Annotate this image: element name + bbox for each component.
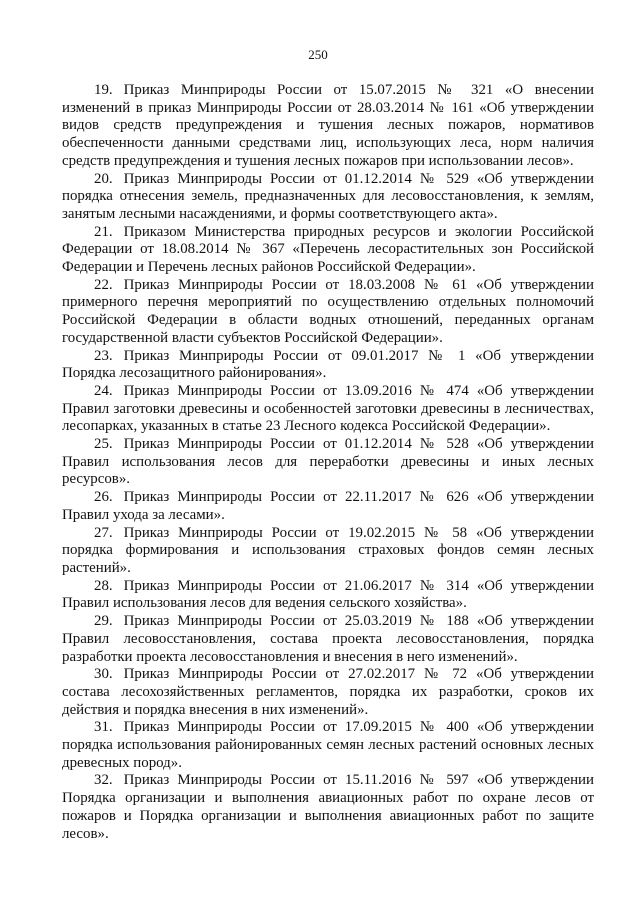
list-item [62, 666, 594, 719]
item-number: 29. [94, 613, 113, 630]
list-item [62, 277, 594, 348]
item-number: 23. [94, 347, 113, 364]
item-text: Приказ Минприроды России от 19.02.2015 № 58 «Об утверждении порядка формирования и использования страховых фондов семян лесных растений». [62, 524, 594, 576]
item-number: 21. [94, 223, 113, 240]
item-number: 24. [94, 382, 113, 399]
item-number: 19. [94, 82, 113, 98]
item-number: 27. [94, 524, 113, 541]
list-item [62, 383, 594, 436]
list-item [62, 525, 594, 578]
list-item [62, 82, 594, 171]
item-text: Приказ Минприроды России от 25.03.2019 № 188 «Об утверждении Правил лесовосстановления, состава проекта лесовосстановления, порядка разработки проекта лесовосстановления и внесения в него изменений». [62, 613, 594, 665]
item-text: Приказ Минприроды России от 13.09.2016 № 474 «Об утверждении Правил заготовки древесины и особенностей заготовки древесины в лесничествах, лесопарках, указанных в статье 23 Лесного кодекса Российской Федерации». [62, 382, 594, 435]
list-item [62, 348, 594, 383]
item-text: Приказ Минприроды России от 27.02.2017 № 72 «Об утверждении состава лесохозяйственных регламентов, порядка их разработки, сроков их действия и порядка внесения в них изменений». [62, 666, 594, 718]
list-item [62, 772, 594, 843]
item-number: 30. [94, 666, 113, 683]
item-text: Приказ Минприроды России от 21.06.2017 № 314 «Об утверждении Правил использования лесов для ведения сельского хозяйства». [62, 577, 594, 612]
list-item [62, 719, 594, 772]
item-text: Приказ Минприроды России от 15.07.2015 № 321 «О внесении изменений в приказ Минприроды России от 28.03.2014 № 161 «Об утверждении видов средств предупреждения и тушения лесных пожаров, нормативов обеспеченности данными средствами лиц, использующих леса, норм наличия средств предупреждения и тушения лесных пожаров при использовании лесов». [62, 82, 594, 169]
item-number: 20. [94, 170, 113, 187]
item-number: 28. [94, 577, 113, 594]
item-text: Приказ Минприроды России от 01.12.2014 № 528 «Об утверждении Правил использования лесов для переработки древесины и иных лесных ресурсов». [62, 436, 594, 488]
item-text: Приказ Минприроды России от 22.11.2017 № 626 «Об утверждении Правил ухода за лесами». [62, 489, 594, 523]
list-item [62, 613, 594, 666]
item-number: 31. [94, 719, 113, 736]
item-number: 26. [94, 489, 113, 506]
item-text: Приказ Минприроды России от 17.09.2015 № 400 «Об утверждении порядка использования районированных семян лесных растений основных лесных древесных пород». [62, 719, 594, 771]
list-item [62, 578, 594, 613]
list-item [62, 224, 594, 277]
list-item [62, 436, 594, 489]
item-text: Приказ Минприроды России от 15.11.2016 № 597 «Об утверждении Порядка организации и выполнения авиационных работ по охране лесов от пожаров и Порядка организации и выполнения авиационных работ по защите лесов». [62, 772, 594, 842]
page-number: 250 [308, 47, 328, 62]
item-text: Приказ Минприроды России от 01.12.2014 № 529 «Об утверждении порядка отнесения земель, предназначенных для лесовосстановления, к землям, занятым лесными насаждениями, и формы соответствующего акта». [62, 170, 594, 222]
item-text: Приказом Министерства природных ресурсов и экологии Российской Федерации от 18.08.2014 № 367 «Перечень лесорастительных зон Российской Федерации и Перечень лесных районов Российской Федерации». [62, 223, 594, 276]
item-number: 22. [94, 276, 113, 293]
item-text: Приказ Минприроды России от 09.01.2017 № 1 «Об утверждении Порядка лесозащитного районирования». [62, 347, 594, 382]
list-item [62, 489, 594, 524]
item-number: 32. [94, 772, 113, 789]
item-number: 25. [94, 436, 113, 453]
item-text: Приказ Минприроды России от 18.03.2008 № 61 «Об утверждении примерного перечня мероприятий по осуществлению отдельных полномочий Российской Федерации в области водных отношений, переданных органам государственной власти субъектов Российской Федерации». [62, 276, 594, 346]
list-item [62, 171, 594, 224]
regulations-list [62, 82, 594, 843]
